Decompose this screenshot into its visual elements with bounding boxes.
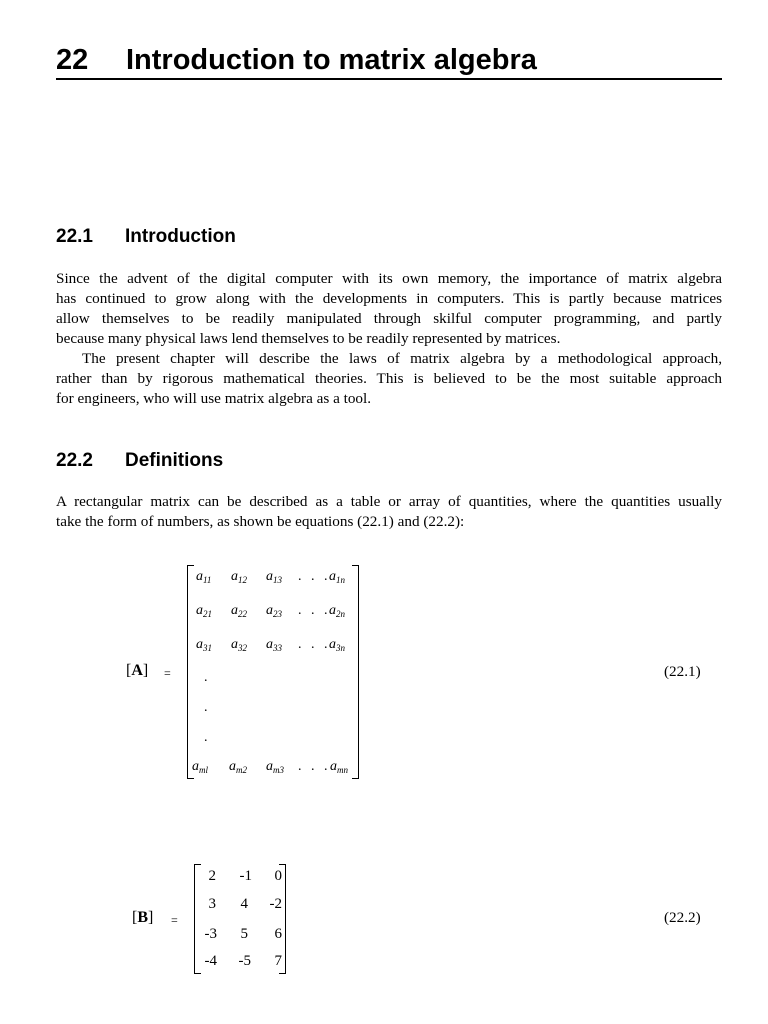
text-line: because many physical laws lend themselves to be readily represented by matrices. [56, 330, 561, 347]
matrix-b-cell: 0 [274, 868, 282, 884]
section-title: Definitions [125, 450, 224, 471]
horizontal-ellipsis: . . . [298, 569, 331, 584]
matrix-a-cell: $a_{32}$ [231, 637, 247, 653]
equals-sign: = [164, 666, 171, 680]
text-line: allow themselves to be readily manipulated through skilful computer programming, and partly [56, 310, 722, 327]
text-line: take the form of numbers, as shown be equations (22.1) and (22.2): [56, 513, 465, 530]
equation-number: (22.1) [664, 663, 701, 680]
vertical-ellipsis-dot: . [204, 730, 208, 745]
matrix-a-cell: $a_{33}$ [266, 637, 282, 653]
matrix-b-cell: -5 [238, 953, 251, 969]
matrix-a-cell: $a_{mn}$ [330, 759, 348, 775]
matrix-b-cell: -3 [204, 926, 217, 942]
vertical-ellipsis-dot: . [204, 700, 208, 715]
text-line: Since the advent of the digital computer with its own memory, the importance of matrix algebra [56, 270, 722, 287]
equation-number: (22.2) [664, 909, 701, 926]
matrix-a-cell: $a_{m2}$ [229, 759, 247, 775]
text-line: The present chapter will describe the laws of matrix algebra by a methodological approach, [82, 350, 722, 367]
equals-sign: = [171, 913, 178, 927]
matrix-a-cell: $a_{22}$ [231, 603, 247, 619]
matrix-a-cell: $a_{13}$ [266, 569, 282, 585]
section-title: Introduction [125, 226, 236, 247]
matrix-a-cell: $a_{3n}$ [329, 637, 345, 653]
matrix-b-cell: 4 [240, 896, 248, 912]
horizontal-ellipsis: . . . [298, 759, 331, 774]
text-line: has continued to grow along with the developments in computers. This is partly because matrices [56, 290, 722, 307]
text-line: A rectangular matrix can be described as a table or array of quantities, where the quantities usually [56, 493, 722, 510]
vertical-ellipsis-dot: . [204, 670, 208, 685]
matrix-a-cell: $a_{31}$ [196, 637, 212, 653]
matrix-a-cell: $a_{m3}$ [266, 759, 284, 775]
matrix-a-label: [A] [126, 662, 149, 679]
matrix-b-cell: 2 [208, 868, 216, 884]
matrix-a-right-bracket [352, 565, 359, 779]
horizontal-ellipsis: . . . [298, 603, 331, 618]
chapter-title [56, 42, 722, 80]
matrix-a-cell: $a_{2n}$ [329, 603, 345, 619]
matrix-a-cell: $a_{1n}$ [329, 569, 345, 585]
chapter-number: 22 [56, 44, 89, 76]
definitions-paragraph [56, 492, 722, 532]
matrix-a-cell: $a_{12}$ [231, 569, 247, 585]
matrix-b-cell: 6 [274, 926, 282, 942]
matrix-a-cell: $a_{21}$ [196, 603, 212, 619]
text-line: rather than by rigorous mathematical theories. This is believed to be the most suitable approach [56, 370, 722, 387]
section-number: 22.2 [56, 450, 93, 471]
text-line: for engineers, who will use matrix algebra as a tool. [56, 390, 372, 407]
matrix-b-cell: -2 [269, 896, 282, 912]
matrix-a-cell: $a_{23}$ [266, 603, 282, 619]
section-heading-definitions [56, 450, 223, 472]
horizontal-ellipsis: . . . [298, 637, 331, 652]
matrix-b-cell: 5 [240, 926, 248, 942]
matrix-b-cell: -4 [204, 953, 217, 969]
matrix-a-cell: $a_{11}$ [196, 569, 212, 585]
matrix-a-cell: $a_{ml}$ [192, 759, 208, 775]
matrix-b-cell: 3 [208, 896, 216, 912]
section-heading-introduction [56, 226, 236, 248]
matrix-b-cell: -1 [239, 868, 252, 884]
introduction-paragraph [56, 269, 722, 409]
matrix-a-left-bracket [187, 565, 194, 779]
chapter-title-text: Introduction to matrix algebra [126, 44, 537, 76]
matrix-b-cell: 7 [274, 953, 282, 969]
section-number: 22.1 [56, 226, 93, 247]
matrix-b-label: [B] [132, 909, 154, 926]
